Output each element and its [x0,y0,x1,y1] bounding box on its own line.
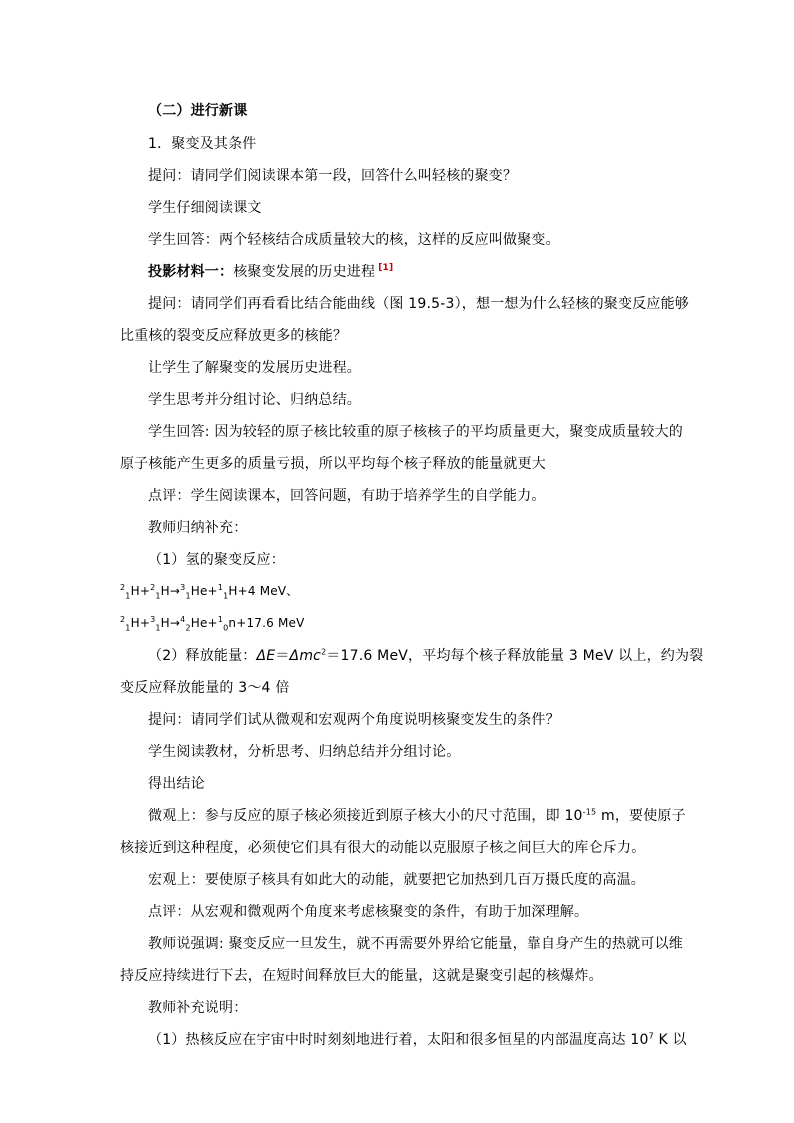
projection-label: 投影材料一： [148,264,234,280]
item-2-line-1: （2）释放能量：ΔE＝Δmc$^2$＝17.6 MeV，平均每个核子释放能量 3 MeV 以上，约为裂 [148,647,704,664]
equation-1: $^2_1$H+$^2_1$H→$^3_1$He+$^1_1$H+4 MeV、 [120,583,299,601]
teaching-note-2: 学生思考并分组讨论、归纳总结。 [148,392,361,408]
teacher-stress-line-1: 教师说强调: 聚变反应一旦发生，就不再需要外界给它能量，靠自身产生的热就可以维 [148,936,683,952]
projection-text: 核聚变发展的历史进程 [233,264,376,280]
subsection-title: 1．聚变及其条件 [148,136,257,152]
micro-line-1: 微观上：参与反应的原子核必须接近到原子核大小的尺寸范围，即 $10^{-15}$ m，要使原子 [148,807,686,824]
question-3: 提问：请同学们试从微观和宏观两个角度说明核聚变发生的条件？ [148,712,560,728]
student-answer-2-line-2: 原子核能产生更多的质量亏损，所以平均每个核子释放的能量就更大 [120,456,546,472]
teacher-stress-line-2: 持反应持续进行下去，在短时间释放巨大的能量，这就是聚变引起的核爆炸。 [120,968,603,984]
item-2-line-2: 变反应释放能量的 3～4 倍 [120,680,290,696]
micro-line-2: 核接近到这种程度，必须使它们具有很大的动能以克服原子核之间巨大的库仑斥力。 [120,840,646,856]
teaching-note-1: 让学生了解聚变的发展历史进程。 [148,360,361,376]
section-title: （二）进行新课 [148,103,248,119]
conclusion-heading: 得出结论 [148,776,205,792]
macro-line: 宏观上：要使原子核具有如此大的动能，就要把它加热到几百万摄氏度的高温。 [148,872,645,888]
comment-1: 点评：学生阅读课本，回答问题，有助于培养学生的自学能力。 [148,488,546,504]
question-2-line-2: 比重核的裂变反应释放更多的核能？ [120,328,348,344]
teacher-supplement: 教师归纳补充： [148,520,248,536]
student-reading: 学生仔细阅读课文 [148,200,262,216]
student-answer-1: 学生回答：两个轻核结合成质量较大的核，这样的反应叫做聚变。 [148,232,560,248]
projection-material [148,262,393,282]
student-answer-2-line-1: 学生回答: 因为较轻的原子核比较重的原子核核子的平均质量更大，聚变成质量较大的 [148,424,683,440]
question-2-line-1: 提问：请同学们再看看比结合能曲线（图 19.5-3），想一想为什么轻核的聚变反应能够 [148,296,689,312]
item-1-heading: （1）氢的聚变反应： [148,552,285,568]
reference-mark: [1] [378,263,394,274]
question-1: 提问：请同学们阅读课本第一段，回答什么叫轻核的聚变？ [148,168,518,184]
student-discussion: 学生阅读教材，分析思考、归纳总结并分组讨论。 [148,744,461,760]
comment-2: 点评：从宏观和微观两个角度来考虑核聚变的条件，有助于加深理解。 [148,904,589,920]
equation-2: $^2_1$H+$^3_1$H→$^4_2$He+$^1_0$n+17.6 MeV [120,615,305,633]
final-line: （1）热核反应在宇宙中时时刻刻地进行着，太阳和很多恒星的内部温度高达 $10^7$ K 以 [148,1031,687,1048]
teacher-explanation: 教师补充说明： [148,1000,248,1016]
